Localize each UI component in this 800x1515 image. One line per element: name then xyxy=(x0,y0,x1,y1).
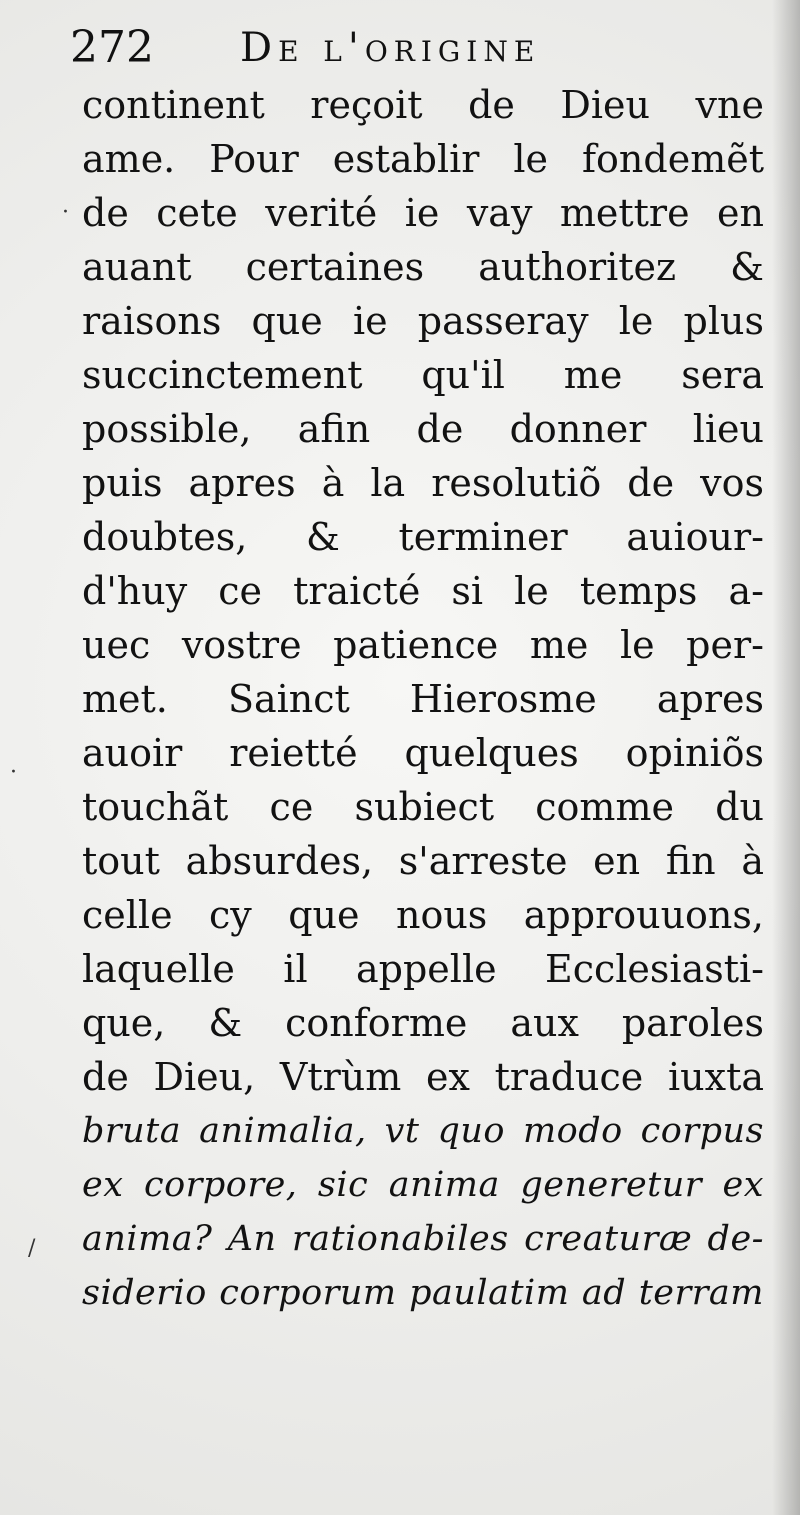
page-number: 272 xyxy=(70,22,154,73)
text-line: met. Sainct Hierosme apres xyxy=(82,677,764,721)
text-line: celle cy que nous approuuons, xyxy=(82,893,764,937)
text-line: d'huy ce traicté si le temps a- xyxy=(82,569,764,613)
text-line: auant certaines authoritez & xyxy=(82,245,764,289)
page-edge-shadow xyxy=(772,0,800,1515)
margin-dot: · xyxy=(10,760,17,785)
text-line: uec vostre patience me le per- xyxy=(82,623,764,667)
text-line: laquelle il appelle Ecclesiasti- xyxy=(82,947,764,991)
text-line: succinctement qu'il me sera xyxy=(82,353,764,397)
text-line: auoir reietté quelques opiniõs xyxy=(82,731,764,775)
text-line: puis apres à la resolutiõ de vos xyxy=(82,461,764,505)
text-line: raisons que ie passeray le plus xyxy=(82,299,764,343)
page-header xyxy=(70,18,770,78)
latin-quote-line: anima? An rationabiles creaturæ de- xyxy=(82,1219,764,1259)
body-text xyxy=(82,78,764,1320)
text-line: possible, afin de donner lieu xyxy=(82,407,764,451)
text-line: de cete verité ie vay mettre en xyxy=(82,191,764,235)
latin-quote-line: siderio corporum paulatim ad terram xyxy=(82,1273,764,1313)
latin-quote-line: ex corpore, sic anima generetur ex xyxy=(82,1165,764,1205)
text-line: ame. Pour establir le fondemẽt xyxy=(82,137,764,181)
text-line: doubtes, & terminer auiour- xyxy=(82,515,764,559)
running-title: De l'origine xyxy=(240,25,541,71)
text-line: de Dieu, Vtrùm ex traduce iuxta xyxy=(82,1055,764,1099)
text-line: touchãt ce subiect comme du xyxy=(82,785,764,829)
text-line: tout absurdes, s'arreste en fin à xyxy=(82,839,764,883)
latin-quote-line: bruta animalia, vt quo modo corpus xyxy=(82,1111,764,1151)
margin-dot: · xyxy=(62,200,69,225)
text-line: que, & conforme aux paroles xyxy=(82,1001,764,1045)
margin-mark: / xyxy=(28,1236,36,1261)
text-line: continent reçoit de Dieu vne xyxy=(82,83,764,127)
